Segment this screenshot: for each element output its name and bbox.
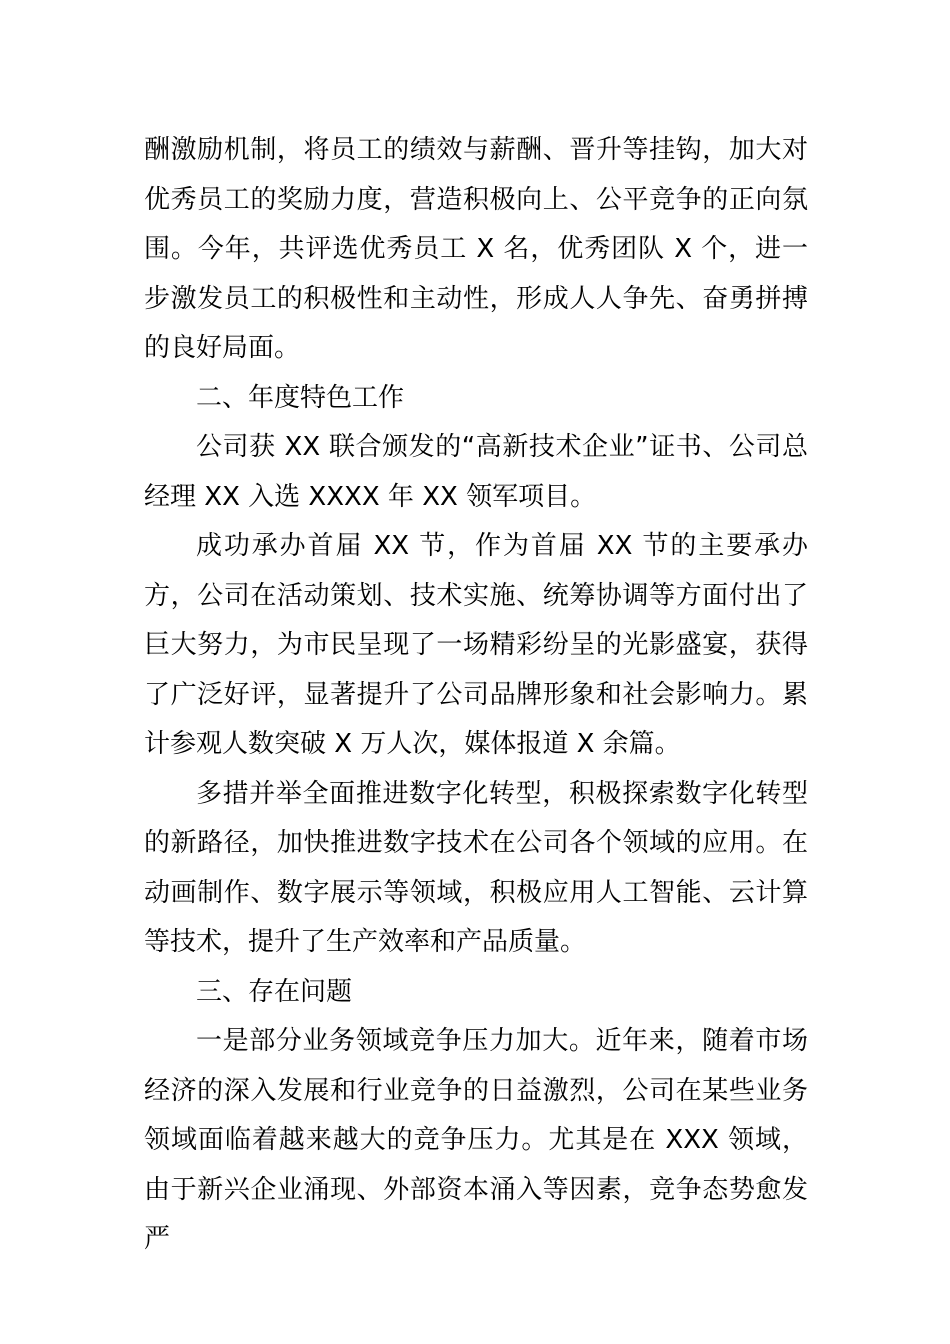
paragraph-festival-hosting: 成功承办首届 XX 节，作为首届 XX 节的主要承办方，公司在活动策划、技术实施、统筹协调等方面付出了巨大努力，为市民呈现了一场精彩纷呈的光影盛宴，获得了广泛好评，显著提升了公司品牌形象和社会影响力。累计参观人数突破 X 万人次，媒体报道 X 余篇。 xyxy=(144,531,808,759)
heading-annual-special-work: 二、年度特色工作 xyxy=(196,382,405,413)
heading-existing-problems: 三、存在问题 xyxy=(196,976,353,1007)
document-body xyxy=(144,126,808,1265)
paragraph-digital-transformation: 多措并举全面推进数字化转型，积极探索数字化转型的新路径，加快推进数字技术在公司各个领域的应用。在动画制作、数字展示等领域，积极应用人工智能、云计算等技术，提升了生产效率和产品质量。 xyxy=(144,778,808,957)
paragraph-reward-mechanism: 酬激励机制，将员工的绩效与薪酬、晋升等挂钩，加大对优秀员工的奖励力度，营造积极向上、公平竞争的正向氛围。今年，共评选优秀员工 X 名，优秀团队 X 个，进一步激发员工的积极性和主动性，形成人人争先、奋勇拼搏的良好局面。 xyxy=(144,135,808,363)
paragraph-competition-pressure: 一是部分业务领域竞争压力加大。近年来，随着市场经济的深入发展和行业竞争的日益激烈，公司在某些业务领域面临着越来越大的竞争压力。尤其是在 XXX 领域，由于新兴企业涌现、外部资本涌入等因素，竞争态势愈发严 xyxy=(144,1026,808,1254)
paragraph-high-tech-certificate: 公司获 XX 联合颁发的“高新技术企业”证书、公司总经理 XX 入选 XXXX 年 XX 领军项目。 xyxy=(144,432,808,512)
